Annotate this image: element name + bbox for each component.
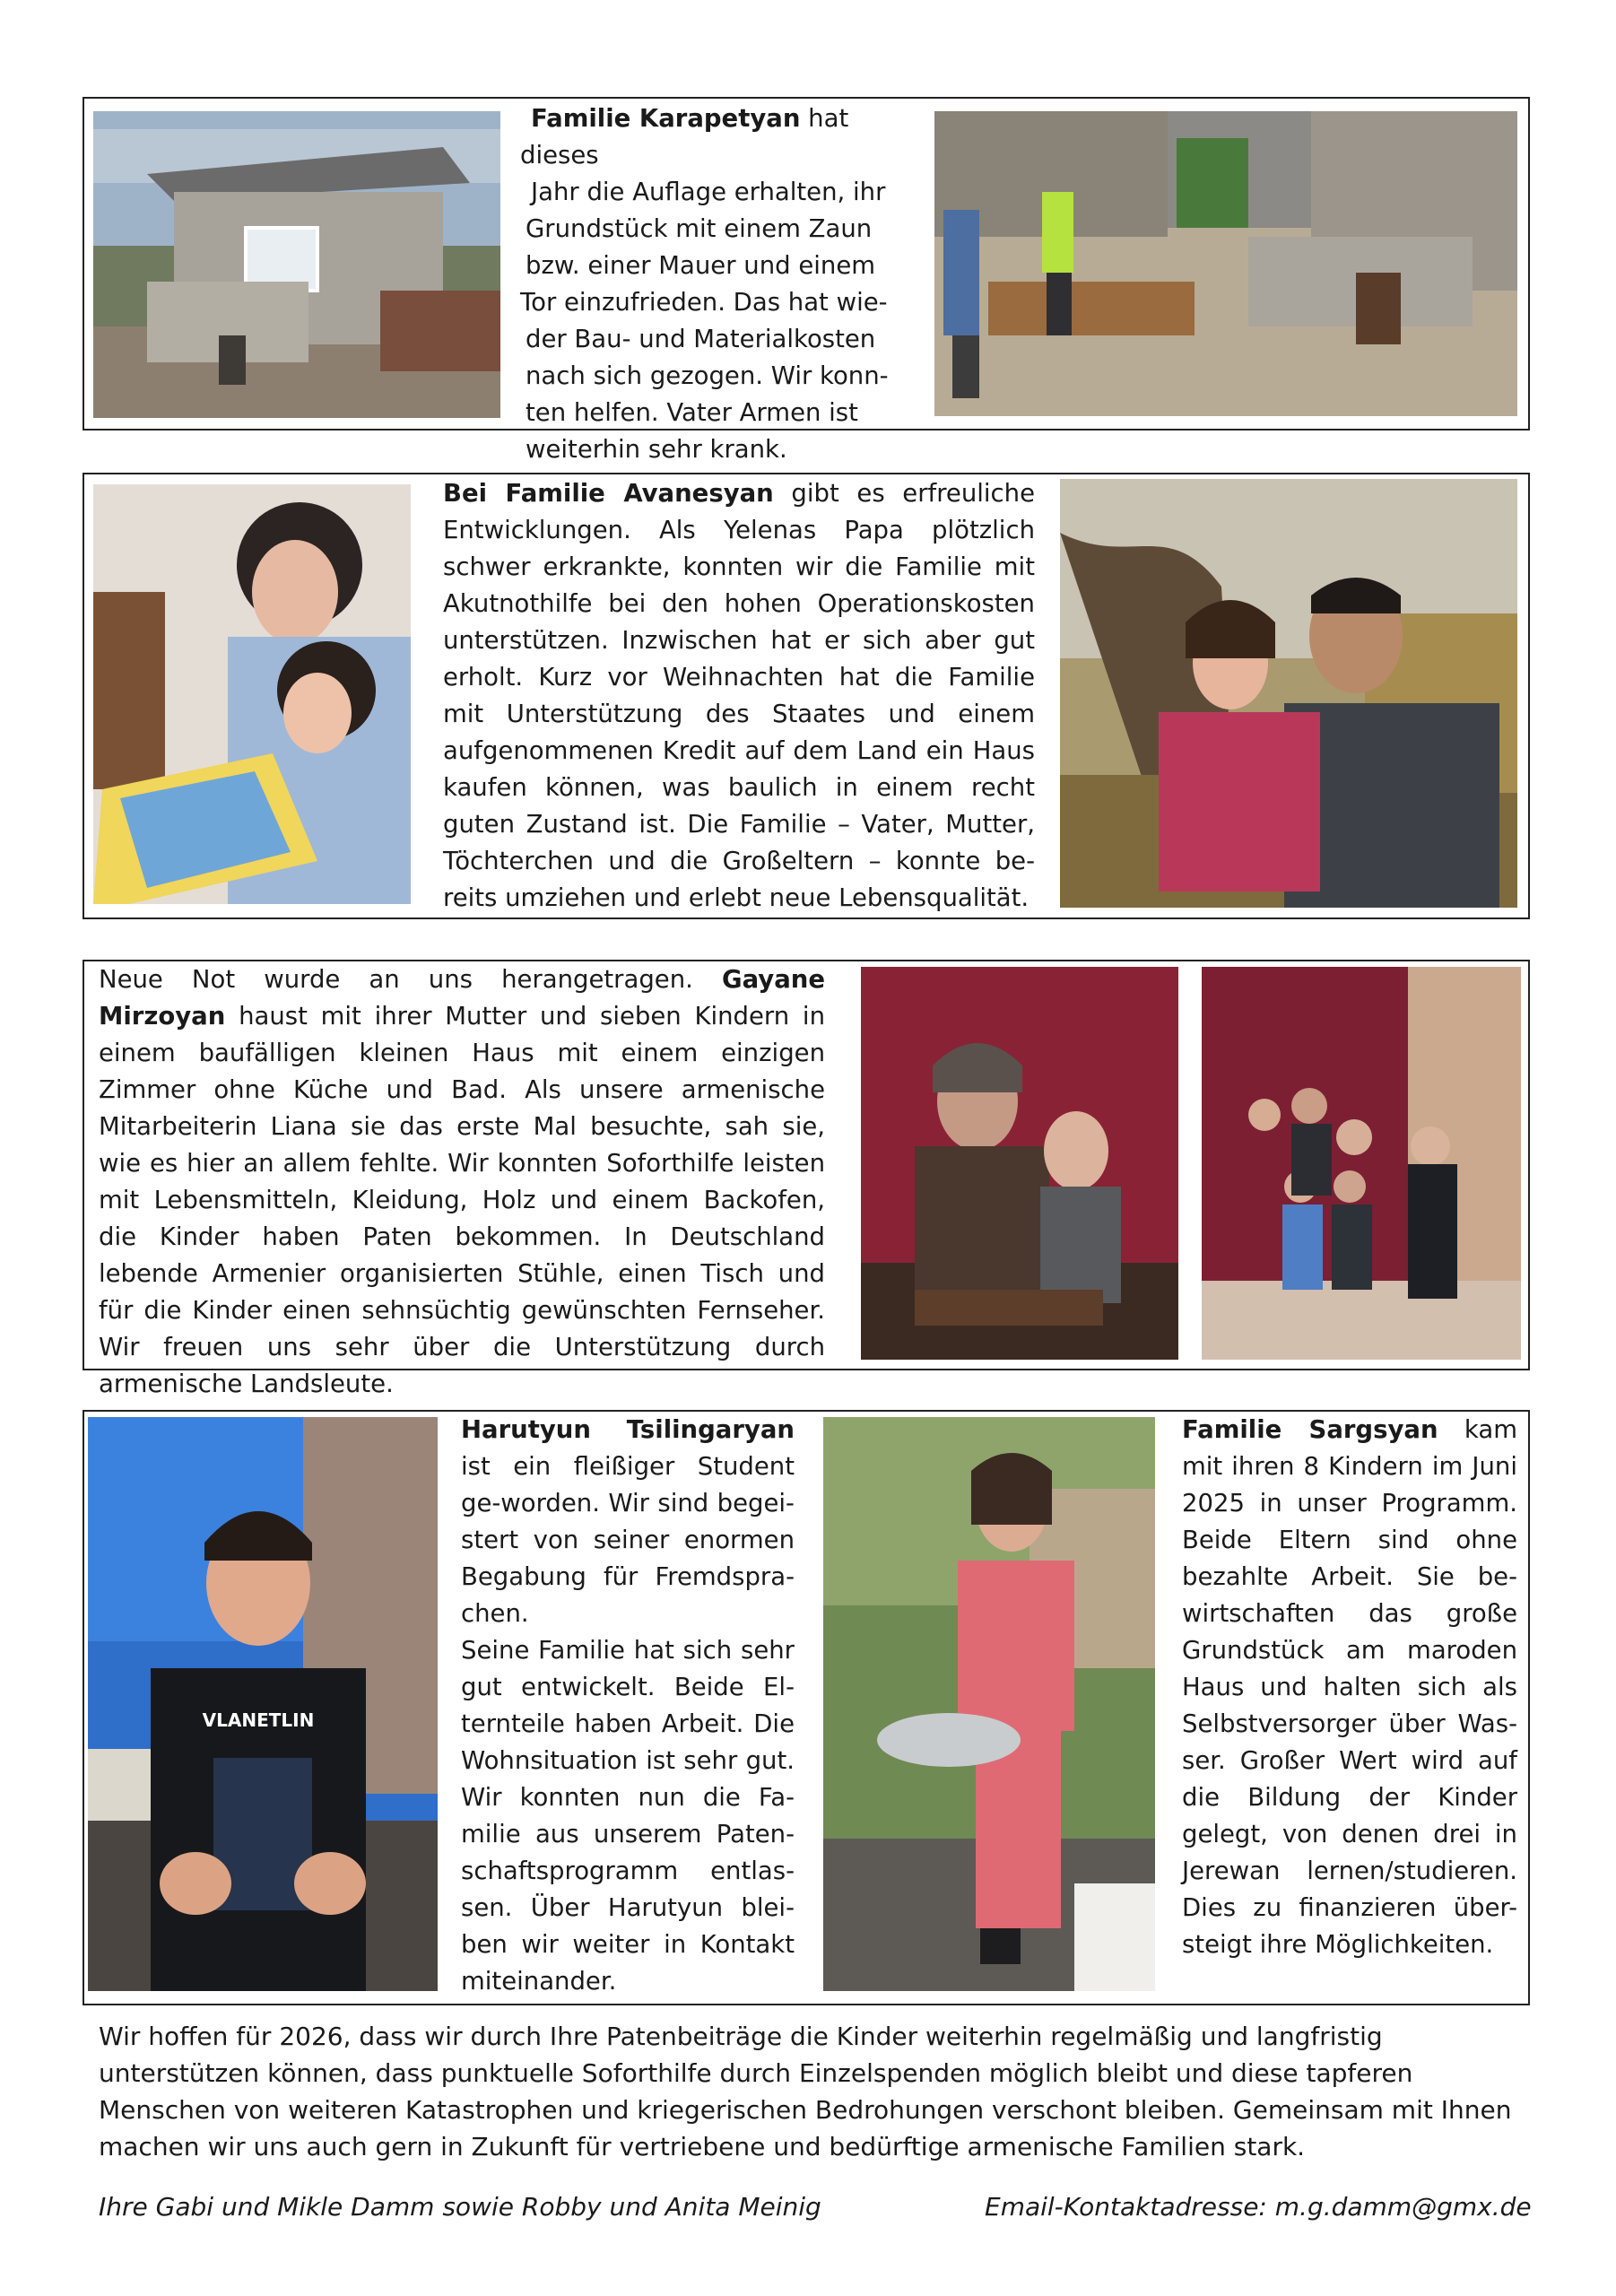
shirt-print: VLANETLIN: [202, 1709, 315, 1731]
karapetyan-name: Familie Karapetyan: [531, 104, 801, 133]
sargsyan-name: Familie Sargsyan: [1182, 1415, 1438, 1444]
photo-karapetyan-children-fence: [934, 111, 1517, 416]
tsilingaryan-name: Harutyun Tsilingaryan: [461, 1415, 795, 1444]
mirzoyan-text: Neue Not wurde an uns herangetragen. Gayane Mirzoyan haust mit ihrer Mutter und sieben Kindern in einem baufälligen kleinen Haus mit einem einzigen Zimmer ohne Küche und Bad. Als unsere armenische Mitarbeiterin Liana sie das erste Mal besuchte, sah sie, wie es hier an allem fehlte. Wir konnten Soforthilfe leisten mit Lebensmitteln, Kleidung, Holz und einem Backofen, die Kinder haben Paten bekommen. In Deutschland lebende Armenier organisierten Stühle, einen Tisch und für die Kinder einen sehnsüchtig gewünschten Fernseher. Wir freuen uns sehr über die Unterstützung durch armenische Landsleute.: [99, 965, 825, 1398]
avanesyan-text: Bei Familie Avanesyan gibt es erfreuliche Entwicklungen. Als Yelenas Papa plötzlich schwer erkrankte, konnten wir die Familie mit Akutnothilfe bei den hohen Operationskosten unterstützen. Inzwischen hat er sich aber gut erholt. Kurz vor Weihnachten hat die Familie mit Unterstützung des Staates und einem aufgenommenen Kredit auf dem Land ein Haus kaufen können, was baulich in einem recht guten Zustand ist. Die Familie – Vater, Mutter, Töchterchen und die Großeltern – konnte be-reits umziehen und erlebt neue Lebensqualität.: [443, 479, 1035, 912]
photo-mirzoyan-children: [1202, 967, 1521, 1360]
karapetyan-text: Familie Karapetyan hat dieses Jahr die Auflage erhalten, ihr Grundstück mit einem Zaun bzw. einer Mauer und einem Tor einzufrieden. Das hat wie- der Bau- und Materialkosten nach sich gezogen. Wir konn- ten helfen. Vater Armen ist weiterhin sehr krank.: [520, 104, 889, 464]
photo-harutyun-student: [88, 1417, 438, 1991]
contact-email: Email-Kontaktadresse: m.g.damm@gmx.de: [985, 2192, 1532, 2222]
avanesyan-name: Bei Familie Avanesyan: [443, 479, 774, 508]
mirzoyan-name: Gayane Mirzoyan: [99, 965, 825, 1031]
photo-sargsyan-girl: [823, 1417, 1155, 1991]
sargsyan-text: Familie Sargsyan kam mit ihren 8 Kindern im Juni 2025 in unser Programm. Beide Eltern sind ohne bezahlte Arbeit. Sie be-wirtschaften das große Grundstück am maroden Haus und halten sich als Selbstversorger über Was-ser. Großer Wert wird auf die Bildung der Kinder gelegt, von denen drei in Jerewan lernen/studieren. Dies zu finanzieren über-steigt ihre Möglichkeiten.: [1182, 1415, 1517, 1959]
signature-names: Ihre Gabi und Mikle Damm sowie Robby und Anita Meinig: [99, 2192, 821, 2222]
photo-avanesyan-mother-daughter: [93, 484, 411, 904]
closing-paragraph: Wir hoffen für 2026, dass wir durch Ihre Patenbeiträge die Kinder weiterhin regelmäßig und langfristig unterstützen können, dass punktuelle Soforthilfe durch Einzelspenden möglich bleibt und diese tapferen Menschen von weiteren Katastrophen und kriegerischen Bedrohungen verschont bleiben. Gemeinsam mit Ihnen machen wir uns auch gern in Zukunft für vertriebene und bedürftige armenische Familien stark.: [99, 2022, 1512, 2161]
photo-avanesyan-father-daughter: [1060, 479, 1517, 908]
tsilingaryan-text: Harutyun Tsilingaryan ist ein fleißiger Student ge-worden. Wir sind begei-stert von seiner enormen Begabung für Fremdspra-chen. Seine Familie hat sich sehr gut entwickelt. Beide El-ternteile haben Arbeit. Die Wohnsituation ist sehr gut. Wir konnten nun die Fa-milie aus unserem Paten-schaftsprogramm entlas-sen. Über Harutyun blei-ben wir weiter in Kontakt miteinander.: [461, 1415, 795, 1996]
photo-karapetyan-house: [93, 111, 500, 418]
photo-mirzoyan-grandmother-child: [861, 967, 1178, 1360]
